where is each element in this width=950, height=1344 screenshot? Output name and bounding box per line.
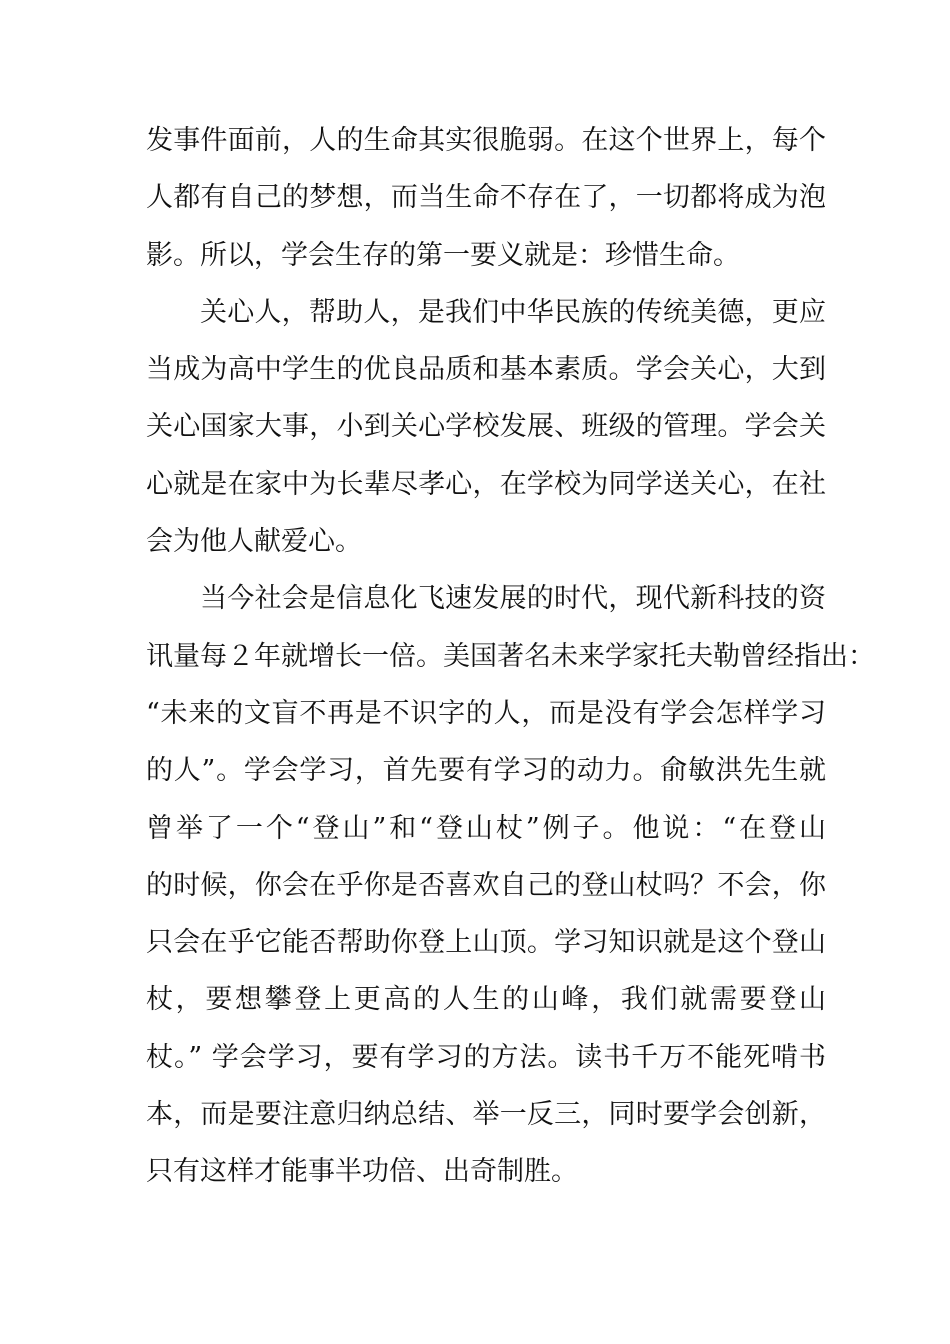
paragraph-line: 心就是在家中为长辈尽孝心，在学校为同学送关心，在社	[146, 468, 826, 500]
paragraph-line: 影。所以，学会生存的第一要义就是：珍惜生命。	[146, 239, 740, 271]
paragraph-line: 本，而是要注意归纳总结、举一反三，同时要学会创新，	[146, 1099, 826, 1131]
paragraph-line: “未来的文盲不再是不识字的人，而是没有学会怎样学习	[146, 697, 826, 729]
paragraph-line: 的时候，你会在乎你是否喜欢自己的登山杖吗？不会，你	[146, 869, 826, 901]
paragraph-line: 会为他人献爱心。	[146, 526, 362, 558]
paragraph-line: 曾举了一个“登山”和“登山杖”例子。他说：“在登山	[146, 812, 826, 844]
paragraph-line: 当今社会是信息化飞速发展的时代，现代新科技的资	[200, 583, 826, 615]
paragraph-line: 发事件面前，人的生命其实很脆弱。在这个世界上，每个	[146, 125, 826, 156]
paragraph-line: 杖，要想攀登上更高的人生的山峰，我们就需要登山	[146, 984, 826, 1016]
paragraph-line: 人都有自己的梦想，而当生命不存在了，一切都将成为泡	[146, 182, 826, 214]
paragraph-line: 关心人，帮助人，是我们中华民族的传统美德，更应	[200, 296, 826, 328]
paragraph-line: 只有这样才能事半功倍、出奇制胜。	[146, 1156, 578, 1188]
paragraph-line: 的人”。学会学习，首先要有学习的动力。俞敏洪先生就	[146, 755, 826, 787]
paragraph-line: 杖。” 学会学习，要有学习的方法。读书千万不能死啃书	[146, 1041, 826, 1073]
paragraph-line: 当成为高中学生的优良品质和基本素质。学会关心，大到	[146, 354, 826, 386]
paragraph-line: 只会在乎它能否帮助你登上山顶。学习知识就是这个登山	[146, 927, 826, 959]
paragraph-line: 讯量每２年就增长一倍。美国著名未来学家托夫勒曾经指出：	[146, 640, 875, 672]
body-text	[146, 112, 875, 1201]
paragraph-line: 关心国家大事，小到关心学校发展、班级的管理。学会关	[146, 411, 826, 443]
